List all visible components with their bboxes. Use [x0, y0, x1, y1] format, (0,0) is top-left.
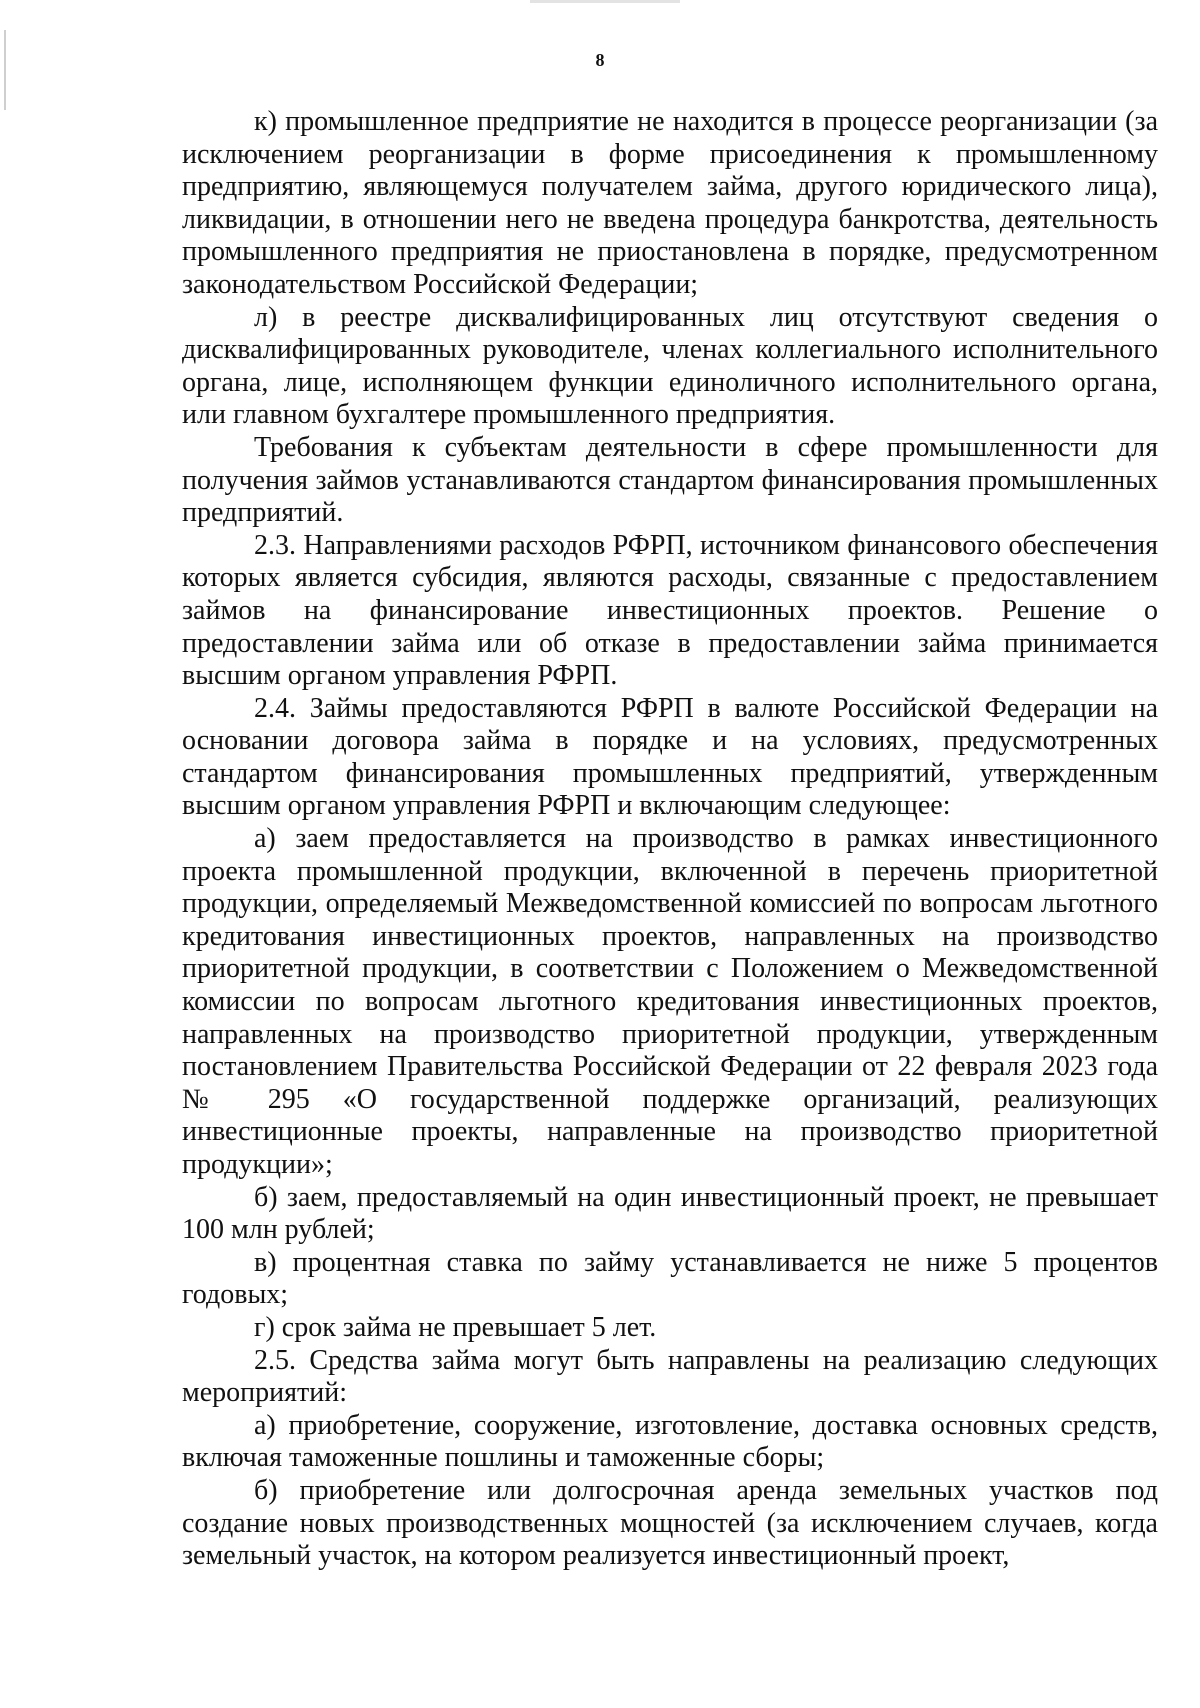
paragraph-l: л) в реестре дисквалифицированных лиц отсутствуют сведения о дисквалифицированных руководителе, членах коллегиального исполнительного органа, лице, исполняющем функции единоличного исполнительного органа, или главном бухгалтере промышленного предприятия.	[182, 301, 1158, 431]
paragraph-2-3: 2.3. Направлениями расходов РФРП, источником финансового обеспечения которых является субсидия, являются расходы, связанные с предоставлением займов на финансирование инвестиционных проектов. Решение о предоставлении займа или об отказе в предоставлении займа принимается высшим органом управления РФРП.	[182, 529, 1158, 692]
scan-artifact	[530, 0, 680, 3]
page-number: 8	[595, 50, 605, 70]
paragraph-2-4-g: г) срок займа не превышает 5 лет.	[254, 1311, 657, 1343]
paragraph-requirements: Требования к субъектам деятельности в сфере промышленности для получения займов устанавливаются стандартом финансирования промышленных предприятий.	[182, 431, 1158, 529]
paragraph-k: к) промышленное предприятие не находится в процессе реорганизации (за исключением реорганизации в форме присоединения к промышленному предприятию, являющемуся получателем займа, другого юридического лица), ликвидации, в отношении него не введена процедура банкротства, деятельность промышленного предприятия не приостановлена в порядке, предусмотренном законодательством Российской Федерации;	[182, 106, 1158, 300]
paragraph-2-4-b: б) заем, предоставляемый на один инвестиционный проект, не превышает 100 млн рублей;	[182, 1181, 1158, 1246]
paragraph-2-5: 2.5. Средства займа могут быть направлены на реализацию следующих мероприятий:	[182, 1344, 1158, 1409]
paragraph-2-4-a: а) заем предоставляется на производство в рамках инвестиционного проекта промышленной продукции, включенной в перечень приоритетной продукции, определяемый Межведомственной комиссией по вопросам льготного кредитования инвестиционных проектов, направленных на производство приоритетной продукции, в соответствии с Положением о Межведомственной комиссии по вопросам льготного кредитования инвестиционных проектов, направленных на производство приоритетной продукции, утвержденным постановлением Правительства Российской Федерации от 22 февраля 2023 года № 295 «О государственной поддержке организаций, реализующих инвестиционные проекты, направленные на производство приоритетной продукции»;	[182, 823, 1158, 1180]
paragraph-2-4-v: в) процентная ставка по займу устанавливается не ниже 5 процентов годовых;	[182, 1246, 1158, 1311]
paragraph-2-5-a: а) приобретение, сооружение, изготовление, доставка основных средств, включая таможенные пошлины и таможенные сборы;	[182, 1409, 1158, 1474]
paragraph-2-4: 2.4. Займы предоставляются РФРП в валюте Российской Федерации на основании договора займа в порядке и на условиях, предусмотренных стандартом финансирования промышленных предприятий, утвержденным высшим органом управления РФРП и включающим следующее:	[182, 692, 1158, 822]
document-body	[182, 106, 1158, 1573]
paragraph-2-5-b: б) приобретение или долгосрочная аренда земельных участков под создание новых производственных мощностей (за исключением случаев, когда земельный участок, на котором реализуется инвестиционный проект,	[182, 1474, 1158, 1572]
